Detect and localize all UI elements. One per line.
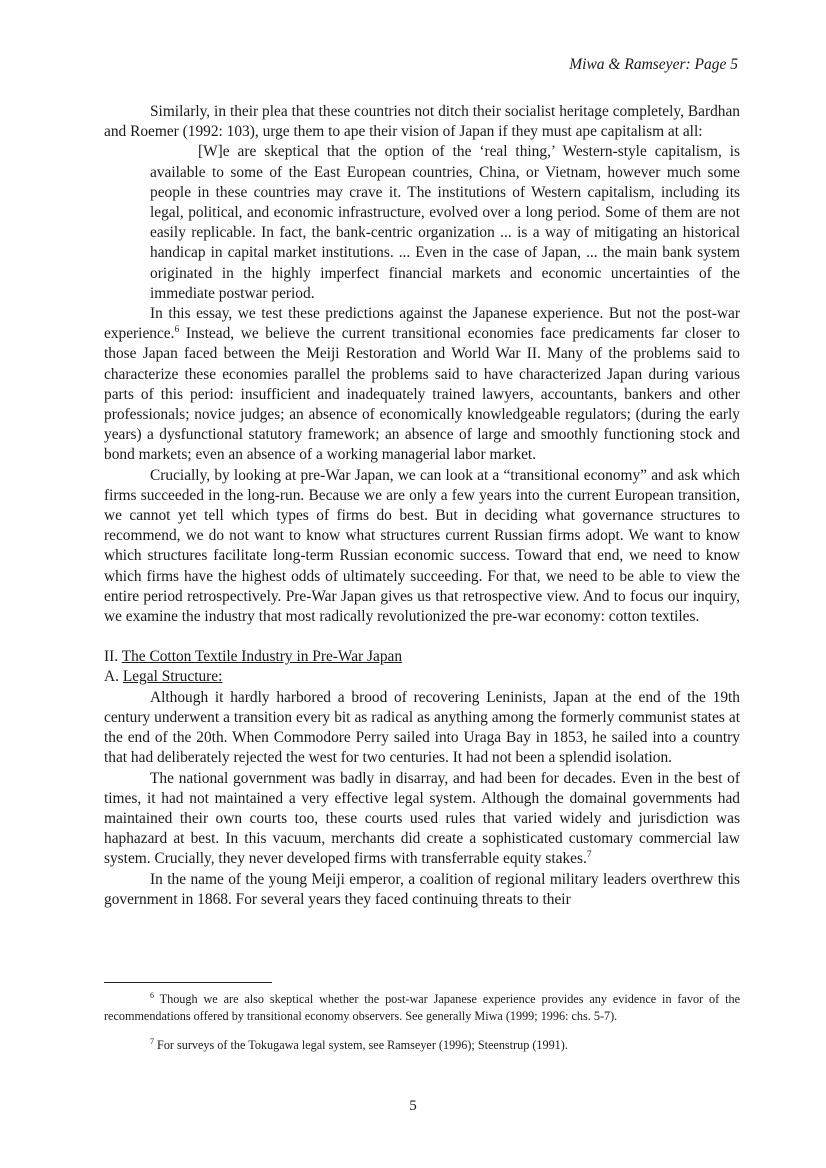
subsection-label: A. [104, 668, 119, 686]
paragraph-text: In this essay, we test these predictions against the Japanese experience. But not the post-war experience. [104, 305, 740, 343]
body-text [104, 102, 740, 910]
footnote-divider [104, 982, 272, 983]
footnote-6 [104, 991, 740, 1025]
block-quote: [W]e are skeptical that the option of the ‘real thing,’ Western-style capitalism, is available to some of the East European countries, China, or Vietnam, however much some people in these countries may crave it. The institutions of Western capitalism, including its legal, political, and economic infrastructure, evolved over a long period. Some of them are not easily replicable. In fact, the bank-centric organization ... is a way of mitigating an historical handicap in capital market institutions. ... Even in the case of Japan, ... the main bank system originated in the highly imperfect financial markets and economic uncertainties of the immediate postwar period. [150, 143, 740, 302]
running-head: Miwa & Ramseyer: Page 5 [569, 56, 738, 73]
paragraph-similarly: Similarly, in their plea that these countries not ditch their socialist heritage completely, Bardhan and Roemer (1992: 103), urge them to ape their vision of Japan if they must ape capitalism at all: [104, 103, 740, 141]
footnote-number: 6 [150, 991, 154, 1000]
paragraph-meiji: In the name of the young Meiji emperor, a coalition of regional military leaders overthrew this government in 1868. For several years they faced continuing threats to their [104, 870, 740, 908]
paragraph-although: Although it hardly harbored a brood of recovering Leninists, Japan at the end of the 19th century underwent a transition every bit as radical as anything among the formerly communist states at the end of the 20th. When Commodore Perry sailed into Uraga Bay in 1853, he sailed into a country that had deliberately rejected the west for two centuries. It had not been a splendid isolation. [104, 688, 740, 767]
paragraph-text: The national government was badly in disarray, and had been for decades. Even in the best of times, it had not maintained a very effective legal system. Although the domainal governments had maintained their own courts too, these courts used rules that varied widely and jurisdiction was haphazard at best. In this vacuum, merchants did create a sophisticated customary commercial law system. Crucially, they never developed firms with transferrable equity stakes. [104, 769, 740, 868]
subsection-heading [104, 667, 740, 687]
footnotes [104, 991, 740, 1066]
footnote-text: Though we are also skeptical whether the post-war Japanese experience provides any evidence in favor of the recommendations offered by transitional economy observers. See generally Miwa (1999; 1996: chs. 5-7). [104, 992, 740, 1023]
section-title: The Cotton Textile Industry in Pre-War Japan [121, 648, 403, 666]
page-number: 5 [409, 1098, 417, 1114]
paragraph-crucially: Crucially, by looking at pre-War Japan, we can look at a “transitional economy” and ask which firms succeeded in the long-run. Because we are only a few years into the current European transition, we cannot yet tell which types of firms do best. But in deciding what governance structures to recommend, we do not want to know what structures current Russian firms adopt. We want to know which structures facilitate long-term Russian economic success. Toward that end, we need to know which firms have the highest odds of ultimately succeeding. For that, we need to be able to view the entire period retrospectively. Pre-War Japan gives us that retrospective view. And to focus our inquiry, we examine the industry that most radically revolutionized the pre-war economy: cotton textiles. [104, 466, 740, 626]
section-heading [104, 647, 740, 667]
footnote-7 [104, 1037, 740, 1054]
footnote-number: 7 [150, 1037, 154, 1046]
paragraph-test-predictions [104, 304, 740, 466]
paragraph-national-government [104, 769, 740, 870]
footnote-text: For surveys of the Tokugawa legal system, see Ramseyer (1996); Steenstrup (1991). [154, 1038, 568, 1052]
footnote-ref-7[interactable]: 7 [586, 850, 592, 861]
paragraph-text: Instead, we believe the current transitional economies face predicaments far closer to those Japan faced between the Meiji Restoration and World War II. Many of the problems said to characterize these economies parallel the problems said to have characterized Japan during various parts of this period: insufficient and inadequately trained lawyers, accountants, bankers and other professionals; novice judges; an absence of economically knowledgeable regulators; (during the early years) a dysfunctional statutory framework; an absence of large and smoothly functioning stock and bond markets; even an absence of a working managerial labor market. [104, 325, 740, 464]
subsection-title: Legal Structure: [122, 668, 223, 686]
section-number: II. [104, 648, 119, 666]
footnote-ref-6[interactable]: 6 [174, 325, 180, 336]
